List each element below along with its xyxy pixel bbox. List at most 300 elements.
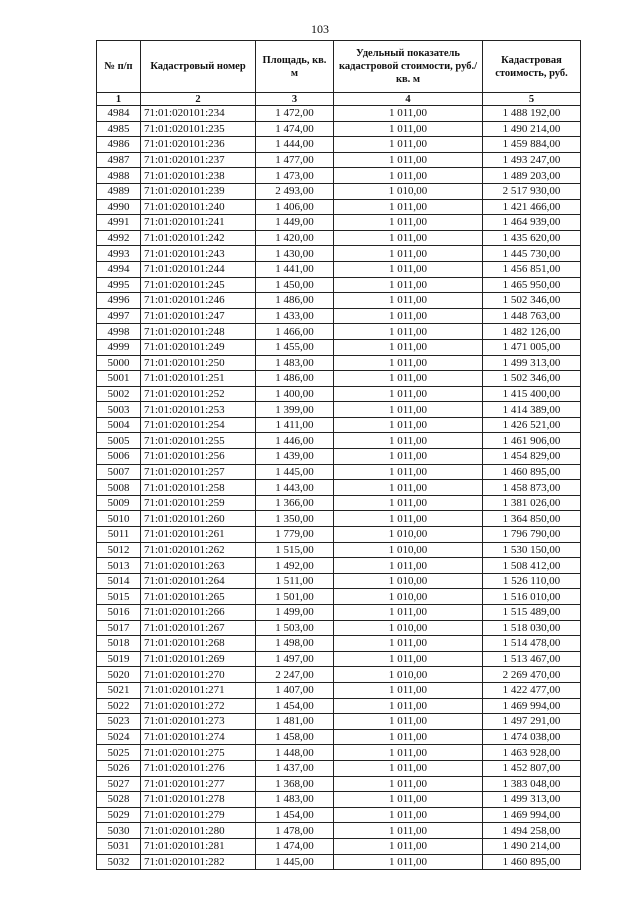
row-number-cell: 4999 <box>97 339 141 355</box>
cadastral-number-cell: 71:01:020101:256 <box>141 449 256 465</box>
cadastral-value-cell: 2 269 470,00 <box>483 667 581 683</box>
header-row <box>97 41 581 93</box>
row-number-cell: 5006 <box>97 449 141 465</box>
cadastral-value-cell: 1 364 850,00 <box>483 511 581 527</box>
area-cell: 1 406,00 <box>256 199 334 215</box>
cadastral-number-cell: 71:01:020101:244 <box>141 261 256 277</box>
cadastral-number-cell: 71:01:020101:282 <box>141 854 256 870</box>
area-cell: 2 493,00 <box>256 183 334 199</box>
row-number-cell: 5019 <box>97 651 141 667</box>
area-cell: 1 501,00 <box>256 589 334 605</box>
table-row <box>97 261 581 277</box>
area-cell: 1 350,00 <box>256 511 334 527</box>
cadastral-number-cell: 71:01:020101:234 <box>141 106 256 122</box>
row-number-cell: 5016 <box>97 605 141 621</box>
specific-value-cell: 1 010,00 <box>334 183 483 199</box>
area-cell: 1 483,00 <box>256 792 334 808</box>
row-number-cell: 5027 <box>97 776 141 792</box>
area-cell: 1 492,00 <box>256 558 334 574</box>
cadastral-number-cell: 71:01:020101:237 <box>141 152 256 168</box>
specific-value-cell: 1 011,00 <box>334 745 483 761</box>
cadastral-number-cell: 71:01:020101:267 <box>141 620 256 636</box>
row-number-cell: 4996 <box>97 293 141 309</box>
row-number-cell: 5012 <box>97 542 141 558</box>
table-row <box>97 495 581 511</box>
cadastral-number-cell: 71:01:020101:281 <box>141 838 256 854</box>
specific-value-cell: 1 011,00 <box>334 246 483 262</box>
table-row <box>97 605 581 621</box>
row-number-cell: 4992 <box>97 230 141 246</box>
table-row <box>97 371 581 387</box>
row-number-cell: 5028 <box>97 792 141 808</box>
area-cell: 1 486,00 <box>256 293 334 309</box>
cadastral-value-table <box>96 40 581 870</box>
cadastral-value-cell: 1 530 150,00 <box>483 542 581 558</box>
specific-value-cell: 1 011,00 <box>334 386 483 402</box>
table-row <box>97 480 581 496</box>
cadastral-value-cell: 1 515 489,00 <box>483 605 581 621</box>
table-row <box>97 106 581 122</box>
row-number-cell: 4997 <box>97 308 141 324</box>
table-row <box>97 199 581 215</box>
specific-value-cell: 1 011,00 <box>334 698 483 714</box>
table-row <box>97 823 581 839</box>
specific-value-cell: 1 011,00 <box>334 277 483 293</box>
specific-value-cell: 1 011,00 <box>334 838 483 854</box>
cadastral-number-cell: 71:01:020101:248 <box>141 324 256 340</box>
specific-value-cell: 1 011,00 <box>334 495 483 511</box>
specific-value-cell: 1 011,00 <box>334 308 483 324</box>
area-cell: 1 474,00 <box>256 838 334 854</box>
cadastral-value-cell: 1 518 030,00 <box>483 620 581 636</box>
specific-value-cell: 1 011,00 <box>334 371 483 387</box>
row-number-cell: 5020 <box>97 667 141 683</box>
area-cell: 1 437,00 <box>256 760 334 776</box>
cadastral-value-cell: 1 499 313,00 <box>483 792 581 808</box>
area-cell: 1 511,00 <box>256 573 334 589</box>
area-cell: 1 443,00 <box>256 480 334 496</box>
cadastral-value-cell: 1 381 026,00 <box>483 495 581 511</box>
row-number-cell: 5013 <box>97 558 141 574</box>
area-cell: 1 497,00 <box>256 651 334 667</box>
row-number-cell: 5024 <box>97 729 141 745</box>
row-number-cell: 4985 <box>97 121 141 137</box>
area-cell: 1 433,00 <box>256 308 334 324</box>
specific-value-cell: 1 011,00 <box>334 558 483 574</box>
header-row-number: № п/п <box>97 41 141 93</box>
area-cell: 1 400,00 <box>256 386 334 402</box>
specific-value-cell: 1 011,00 <box>334 339 483 355</box>
cadastral-number-cell: 71:01:020101:276 <box>141 760 256 776</box>
specific-value-cell: 1 011,00 <box>334 776 483 792</box>
area-cell: 1 481,00 <box>256 714 334 730</box>
specific-value-cell: 1 011,00 <box>334 261 483 277</box>
table-row <box>97 651 581 667</box>
page-number: 103 <box>311 22 329 36</box>
row-number-cell: 4990 <box>97 199 141 215</box>
cadastral-number-cell: 71:01:020101:258 <box>141 480 256 496</box>
area-cell: 1 503,00 <box>256 620 334 636</box>
table-row <box>97 417 581 433</box>
specific-value-cell: 1 011,00 <box>334 121 483 137</box>
row-number-cell: 5014 <box>97 573 141 589</box>
header-area: Площадь, кв. м <box>256 41 334 93</box>
cadastral-value-cell: 1 460 895,00 <box>483 464 581 480</box>
area-cell: 1 399,00 <box>256 402 334 418</box>
specific-value-cell: 1 011,00 <box>334 464 483 480</box>
cadastral-value-cell: 1 469 994,00 <box>483 807 581 823</box>
row-number-cell: 5010 <box>97 511 141 527</box>
cadastral-value-cell: 1 499 313,00 <box>483 355 581 371</box>
cadastral-value-cell: 1 502 346,00 <box>483 371 581 387</box>
area-cell: 1 474,00 <box>256 121 334 137</box>
header-cadastral-number: Кадастровый номер <box>141 41 256 93</box>
cadastral-number-cell: 71:01:020101:247 <box>141 308 256 324</box>
row-number-cell: 5015 <box>97 589 141 605</box>
row-number-cell: 5003 <box>97 402 141 418</box>
area-cell: 1 499,00 <box>256 605 334 621</box>
area-cell: 1 368,00 <box>256 776 334 792</box>
table-row <box>97 620 581 636</box>
area-cell: 1 444,00 <box>256 137 334 153</box>
table-row <box>97 698 581 714</box>
cadastral-number-cell: 71:01:020101:250 <box>141 355 256 371</box>
specific-value-cell: 1 011,00 <box>334 480 483 496</box>
specific-value-cell: 1 011,00 <box>334 823 483 839</box>
row-number-cell: 5030 <box>97 823 141 839</box>
row-number-cell: 5011 <box>97 527 141 543</box>
table-row <box>97 838 581 854</box>
specific-value-cell: 1 011,00 <box>334 230 483 246</box>
row-number-cell: 5008 <box>97 480 141 496</box>
cadastral-value-cell: 1 458 873,00 <box>483 480 581 496</box>
cadastral-number-cell: 71:01:020101:273 <box>141 714 256 730</box>
row-number-cell: 4994 <box>97 261 141 277</box>
row-number-cell: 5022 <box>97 698 141 714</box>
cadastral-value-cell: 1 461 906,00 <box>483 433 581 449</box>
column-number: 1 <box>97 93 141 106</box>
cadastral-number-cell: 71:01:020101:241 <box>141 215 256 231</box>
column-number: 2 <box>141 93 256 106</box>
area-cell: 1 420,00 <box>256 230 334 246</box>
header-cadastral-value: Кадастровая стоимость, руб. <box>483 41 581 93</box>
cadastral-number-cell: 71:01:020101:272 <box>141 698 256 714</box>
cadastral-number-cell: 71:01:020101:262 <box>141 542 256 558</box>
cadastral-number-cell: 71:01:020101:240 <box>141 199 256 215</box>
specific-value-cell: 1 011,00 <box>334 449 483 465</box>
row-number-cell: 5000 <box>97 355 141 371</box>
row-number-cell: 5004 <box>97 417 141 433</box>
row-number-cell: 5005 <box>97 433 141 449</box>
area-cell: 1 473,00 <box>256 168 334 184</box>
area-cell: 1 448,00 <box>256 745 334 761</box>
table-row <box>97 745 581 761</box>
area-cell: 1 430,00 <box>256 246 334 262</box>
row-number-cell: 5007 <box>97 464 141 480</box>
cadastral-value-cell: 1 422 477,00 <box>483 682 581 698</box>
cadastral-value-cell: 1 514 478,00 <box>483 636 581 652</box>
column-numbers-row <box>97 93 581 106</box>
cadastral-value-cell: 1 435 620,00 <box>483 230 581 246</box>
cadastral-number-cell: 71:01:020101:279 <box>141 807 256 823</box>
cadastral-value-cell: 1 502 346,00 <box>483 293 581 309</box>
table-row <box>97 807 581 823</box>
cadastral-value-cell: 1 448 763,00 <box>483 308 581 324</box>
cadastral-value-cell: 1 471 005,00 <box>483 339 581 355</box>
table-row <box>97 511 581 527</box>
specific-value-cell: 1 011,00 <box>334 324 483 340</box>
specific-value-cell: 1 011,00 <box>334 605 483 621</box>
cadastral-value-cell: 1 516 010,00 <box>483 589 581 605</box>
table-row <box>97 215 581 231</box>
cadastral-value-cell: 1 494 258,00 <box>483 823 581 839</box>
specific-value-cell: 1 011,00 <box>334 729 483 745</box>
table-row <box>97 121 581 137</box>
cadastral-value-cell: 1 482 126,00 <box>483 324 581 340</box>
area-cell: 1 449,00 <box>256 215 334 231</box>
row-number-cell: 4995 <box>97 277 141 293</box>
table-row <box>97 308 581 324</box>
cadastral-value-cell: 1 414 389,00 <box>483 402 581 418</box>
cadastral-number-cell: 71:01:020101:265 <box>141 589 256 605</box>
row-number-cell: 4991 <box>97 215 141 231</box>
cadastral-value-cell: 1 493 247,00 <box>483 152 581 168</box>
cadastral-number-cell: 71:01:020101:263 <box>141 558 256 574</box>
column-number: 5 <box>483 93 581 106</box>
row-number-cell: 5032 <box>97 854 141 870</box>
area-cell: 1 446,00 <box>256 433 334 449</box>
area-cell: 1 486,00 <box>256 371 334 387</box>
table-row <box>97 573 581 589</box>
cadastral-number-cell: 71:01:020101:245 <box>141 277 256 293</box>
table-row <box>97 589 581 605</box>
area-cell: 1 478,00 <box>256 823 334 839</box>
table-row <box>97 729 581 745</box>
area-cell: 1 450,00 <box>256 277 334 293</box>
cadastral-number-cell: 71:01:020101:246 <box>141 293 256 309</box>
specific-value-cell: 1 011,00 <box>334 355 483 371</box>
cadastral-number-cell: 71:01:020101:260 <box>141 511 256 527</box>
area-cell: 1 458,00 <box>256 729 334 745</box>
area-cell: 1 483,00 <box>256 355 334 371</box>
cadastral-value-cell: 1 456 851,00 <box>483 261 581 277</box>
specific-value-cell: 1 011,00 <box>334 807 483 823</box>
row-number-cell: 4989 <box>97 183 141 199</box>
table-row <box>97 464 581 480</box>
table-row <box>97 230 581 246</box>
specific-value-cell: 1 011,00 <box>334 106 483 122</box>
table-row <box>97 355 581 371</box>
specific-value-cell: 1 011,00 <box>334 651 483 667</box>
table-row <box>97 558 581 574</box>
table-row <box>97 293 581 309</box>
cadastral-value-cell: 1 454 829,00 <box>483 449 581 465</box>
cadastral-number-cell: 71:01:020101:268 <box>141 636 256 652</box>
specific-value-cell: 1 010,00 <box>334 620 483 636</box>
header-specific-value: Удельный показатель кадастровой стоимости, руб./кв. м <box>334 41 483 93</box>
specific-value-cell: 1 010,00 <box>334 542 483 558</box>
cadastral-number-cell: 71:01:020101:243 <box>141 246 256 262</box>
table-row <box>97 776 581 792</box>
table-row <box>97 183 581 199</box>
row-number-cell: 5021 <box>97 682 141 698</box>
row-number-cell: 5026 <box>97 760 141 776</box>
cadastral-value-cell: 1 490 214,00 <box>483 838 581 854</box>
cadastral-number-cell: 71:01:020101:280 <box>141 823 256 839</box>
table-row <box>97 760 581 776</box>
specific-value-cell: 1 011,00 <box>334 714 483 730</box>
cadastral-number-cell: 71:01:020101:257 <box>141 464 256 480</box>
cadastral-number-cell: 71:01:020101:274 <box>141 729 256 745</box>
table-row <box>97 246 581 262</box>
row-number-cell: 5017 <box>97 620 141 636</box>
area-cell: 1 445,00 <box>256 854 334 870</box>
area-cell: 1 454,00 <box>256 807 334 823</box>
area-cell: 1 366,00 <box>256 495 334 511</box>
row-number-cell: 5025 <box>97 745 141 761</box>
row-number-cell: 5002 <box>97 386 141 402</box>
cadastral-number-cell: 71:01:020101:236 <box>141 137 256 153</box>
specific-value-cell: 1 010,00 <box>334 573 483 589</box>
cadastral-value-cell: 1 452 807,00 <box>483 760 581 776</box>
cadastral-value-cell: 1 526 110,00 <box>483 573 581 589</box>
cadastral-value-cell: 2 517 930,00 <box>483 183 581 199</box>
row-number-cell: 5029 <box>97 807 141 823</box>
cadastral-number-cell: 71:01:020101:251 <box>141 371 256 387</box>
cadastral-value-cell: 1 489 203,00 <box>483 168 581 184</box>
specific-value-cell: 1 011,00 <box>334 168 483 184</box>
specific-value-cell: 1 010,00 <box>334 527 483 543</box>
cadastral-number-cell: 71:01:020101:275 <box>141 745 256 761</box>
cadastral-number-cell: 71:01:020101:242 <box>141 230 256 246</box>
row-number-cell: 4987 <box>97 152 141 168</box>
cadastral-number-cell: 71:01:020101:278 <box>141 792 256 808</box>
area-cell: 1 407,00 <box>256 682 334 698</box>
table-row <box>97 542 581 558</box>
cadastral-number-cell: 71:01:020101:238 <box>141 168 256 184</box>
cadastral-value-cell: 1 463 928,00 <box>483 745 581 761</box>
area-cell: 1 411,00 <box>256 417 334 433</box>
specific-value-cell: 1 011,00 <box>334 402 483 418</box>
cadastral-value-cell: 1 383 048,00 <box>483 776 581 792</box>
specific-value-cell: 1 011,00 <box>334 760 483 776</box>
cadastral-number-cell: 71:01:020101:255 <box>141 433 256 449</box>
cadastral-value-cell: 1 465 950,00 <box>483 277 581 293</box>
specific-value-cell: 1 011,00 <box>334 433 483 449</box>
cadastral-number-cell: 71:01:020101:235 <box>141 121 256 137</box>
cadastral-number-cell: 71:01:020101:239 <box>141 183 256 199</box>
cadastral-number-cell: 71:01:020101:277 <box>141 776 256 792</box>
table-row <box>97 527 581 543</box>
cadastral-number-cell: 71:01:020101:253 <box>141 402 256 418</box>
cadastral-value-cell: 1 469 994,00 <box>483 698 581 714</box>
cadastral-number-cell: 71:01:020101:261 <box>141 527 256 543</box>
cadastral-value-cell: 1 459 884,00 <box>483 137 581 153</box>
cadastral-value-cell: 1 796 790,00 <box>483 527 581 543</box>
table-row <box>97 636 581 652</box>
row-number-cell: 5031 <box>97 838 141 854</box>
specific-value-cell: 1 010,00 <box>334 589 483 605</box>
table-row <box>97 792 581 808</box>
row-number-cell: 4984 <box>97 106 141 122</box>
row-number-cell: 4988 <box>97 168 141 184</box>
specific-value-cell: 1 011,00 <box>334 215 483 231</box>
cadastral-number-cell: 71:01:020101:269 <box>141 651 256 667</box>
area-cell: 1 498,00 <box>256 636 334 652</box>
area-cell: 1 439,00 <box>256 449 334 465</box>
area-cell: 1 445,00 <box>256 464 334 480</box>
cadastral-number-cell: 71:01:020101:264 <box>141 573 256 589</box>
specific-value-cell: 1 011,00 <box>334 199 483 215</box>
cadastral-value-cell: 1 415 400,00 <box>483 386 581 402</box>
specific-value-cell: 1 011,00 <box>334 417 483 433</box>
table-row <box>97 137 581 153</box>
table-row <box>97 168 581 184</box>
cadastral-value-cell: 1 513 467,00 <box>483 651 581 667</box>
table-row <box>97 682 581 698</box>
cadastral-value-cell: 1 421 466,00 <box>483 199 581 215</box>
cadastral-value-cell: 1 508 412,00 <box>483 558 581 574</box>
area-cell: 2 247,00 <box>256 667 334 683</box>
table-row <box>97 152 581 168</box>
column-number: 4 <box>334 93 483 106</box>
area-cell: 1 515,00 <box>256 542 334 558</box>
table-row <box>97 324 581 340</box>
table-row <box>97 386 581 402</box>
cadastral-value-cell: 1 460 895,00 <box>483 854 581 870</box>
cadastral-number-cell: 71:01:020101:254 <box>141 417 256 433</box>
specific-value-cell: 1 011,00 <box>334 293 483 309</box>
specific-value-cell: 1 011,00 <box>334 137 483 153</box>
cadastral-value-cell: 1 464 939,00 <box>483 215 581 231</box>
table-row <box>97 339 581 355</box>
table-header <box>97 41 581 106</box>
area-cell: 1 477,00 <box>256 152 334 168</box>
table-row <box>97 277 581 293</box>
area-cell: 1 472,00 <box>256 106 334 122</box>
row-number-cell: 4986 <box>97 137 141 153</box>
cadastral-value-cell: 1 490 214,00 <box>483 121 581 137</box>
specific-value-cell: 1 011,00 <box>334 854 483 870</box>
specific-value-cell: 1 011,00 <box>334 152 483 168</box>
cadastral-value-cell: 1 497 291,00 <box>483 714 581 730</box>
row-number-cell: 5001 <box>97 371 141 387</box>
area-cell: 1 455,00 <box>256 339 334 355</box>
cadastral-number-cell: 71:01:020101:266 <box>141 605 256 621</box>
row-number-cell: 5023 <box>97 714 141 730</box>
specific-value-cell: 1 011,00 <box>334 792 483 808</box>
cadastral-number-cell: 71:01:020101:259 <box>141 495 256 511</box>
specific-value-cell: 1 011,00 <box>334 682 483 698</box>
cadastral-number-cell: 71:01:020101:249 <box>141 339 256 355</box>
area-cell: 1 466,00 <box>256 324 334 340</box>
cadastral-number-cell: 71:01:020101:271 <box>141 682 256 698</box>
table-row <box>97 714 581 730</box>
table-row <box>97 854 581 870</box>
row-number-cell: 5018 <box>97 636 141 652</box>
cadastral-value-cell: 1 488 192,00 <box>483 106 581 122</box>
cadastral-value-cell: 1 445 730,00 <box>483 246 581 262</box>
cadastral-value-cell: 1 426 521,00 <box>483 417 581 433</box>
table-row <box>97 402 581 418</box>
cadastral-number-cell: 71:01:020101:270 <box>141 667 256 683</box>
area-cell: 1 454,00 <box>256 698 334 714</box>
table-row <box>97 667 581 683</box>
specific-value-cell: 1 010,00 <box>334 667 483 683</box>
specific-value-cell: 1 011,00 <box>334 636 483 652</box>
area-cell: 1 779,00 <box>256 527 334 543</box>
table-body <box>97 106 581 870</box>
